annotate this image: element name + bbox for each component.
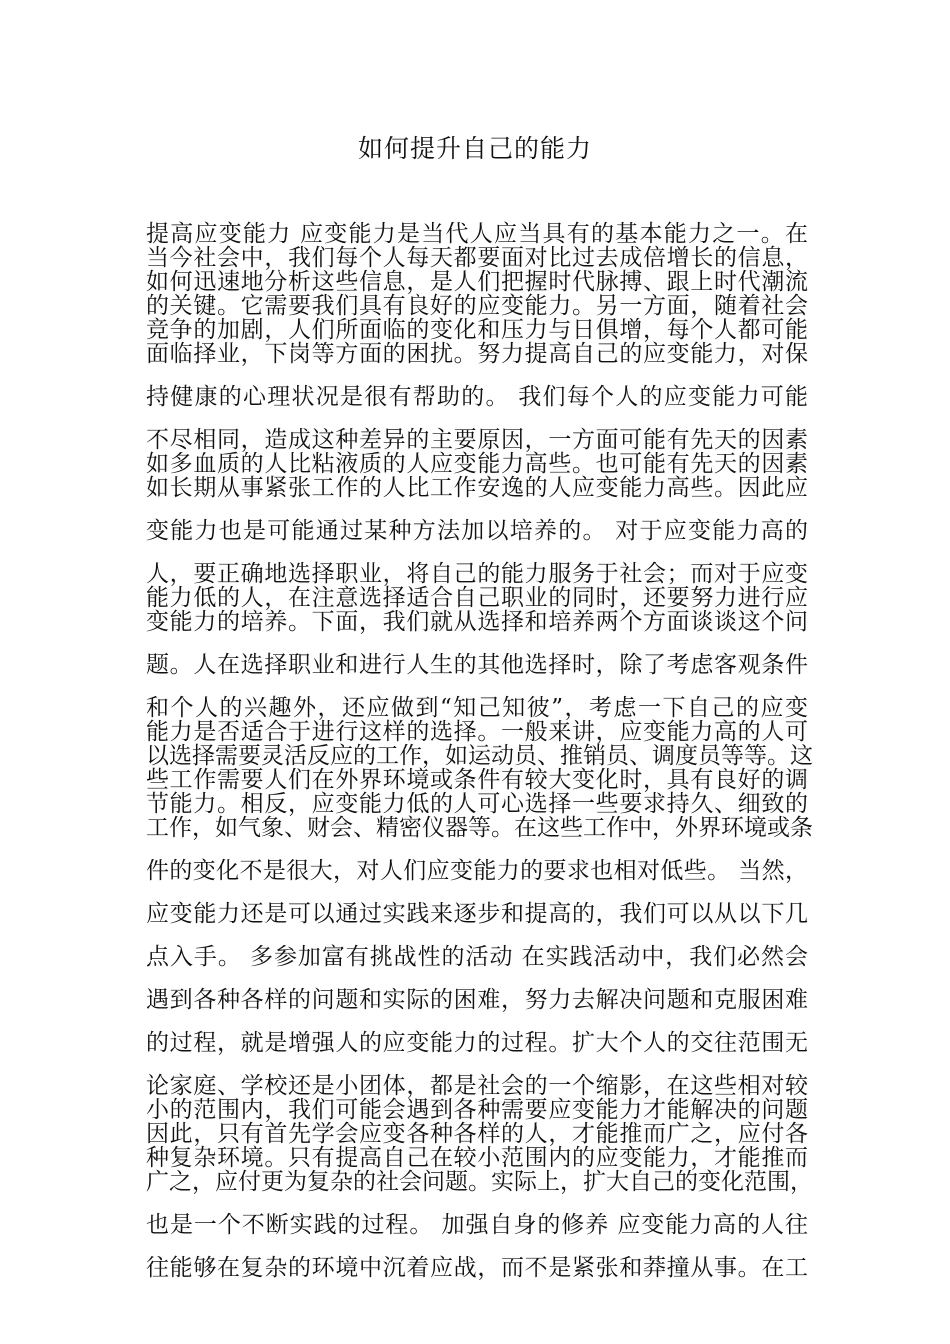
body-line: 不尽相同，造成这种差异的主要原因，一方面可能有先天的因素 — [146, 427, 808, 453]
body-line: 和个人的兴趣外，还应做到“知己知彼”，考虑一下自己的应变 — [146, 695, 808, 721]
body-line: 论家庭、学校还是小团体，都是社会的一个缩影，在这些相对较 — [146, 1073, 808, 1099]
body-line: 如多血质的人比粘液质的人应变能力高些。也可能有先天的因素 — [146, 451, 808, 477]
body-line: 也是一个不断实践的过程。 加强自身的修养 应变能力高的人往 — [146, 1212, 808, 1238]
body-line: 能力是否适合于进行这样的选择。一般来讲，应变能力高的人可 — [146, 719, 808, 745]
body-line: 的关键。它需要我们具有良好的应变能力。另一方面，随着社会 — [146, 293, 808, 319]
body-line: 因此，只有首先学会应变各种各样的人，才能推而广之，应付各 — [146, 1121, 808, 1147]
body-line: 人，要正确地选择职业，将自己的能力服务于社会；而对于应变 — [146, 561, 808, 587]
body-line: 点入手。 多参加富有挑战性的活动 在实践活动中，我们必然会 — [146, 944, 808, 970]
body-line: 的过程，就是增强人的应变能力的过程。扩大个人的交往范围无 — [146, 1030, 808, 1056]
body-line: 广之，应付更为复杂的社会问题。实际上，扩大自己的变化范围， — [146, 1169, 813, 1195]
body-line: 应变能力还是可以通过实践来逐步和提高的，我们可以从以下几 — [146, 901, 808, 927]
document-body — [146, 221, 813, 1281]
body-line: 变能力也是可能通过某种方法加以培养的。 对于应变能力高的 — [146, 518, 808, 544]
body-line: 件的变化不是很大，对人们应变能力的要求也相对低些。 当然， — [146, 858, 808, 884]
body-line: 持健康的心理状况是很有帮助的。 我们每个人的应变能力可能 — [146, 384, 808, 410]
body-line: 变能力的培养。下面，我们就从选择和培养两个方面谈谈这个问 — [146, 609, 808, 635]
body-line: 面临择业，下岗等方面的困扰。努力提高自己的应变能力，对保 — [146, 341, 808, 367]
body-line: 种复杂环境。只有提高自己在较小范围内的应变能力，才能推而 — [146, 1145, 808, 1171]
body-line: 当今社会中，我们每个人每天都要面对比过去成倍增长的信息， — [146, 245, 808, 271]
document-title: 如何提升自己的能力 — [357, 134, 592, 163]
body-line: 往能够在复杂的环境中沉着应战，而不是紧张和莽撞从事。在工 — [146, 1255, 808, 1281]
body-line: 遇到各种各样的问题和实际的困难，努力去解决问题和克服困难 — [146, 987, 808, 1013]
body-line: 些工作需要人们在外界环境或条件有较大变化时，具有良好的调 — [146, 767, 808, 793]
body-line: 题。人在选择职业和进行人生的其他选择时，除了考虑客观条件 — [146, 652, 808, 678]
body-line: 以选择需要灵活反应的工作，如运动员、推销员、调度员等等。这 — [146, 743, 813, 769]
body-line: 小的范围内，我们可能会遇到各种需要应变能力才能解决的问题 — [146, 1097, 808, 1123]
body-line: 节能力。相反，应变能力低的人可心选择一些要求持久、细致的 — [146, 791, 808, 817]
body-line: 能力低的人，在注意选择适合自己职业的同时，还要努力进行应 — [146, 585, 808, 611]
body-line: 工作，如气象、财会、精密仪器等。在这些工作中，外界环境或条 — [146, 815, 813, 841]
body-line: 如何迅速地分析这些信息，是人们把握时代脉搏、跟上时代潮流 — [146, 269, 808, 295]
body-line: 如长期从事紧张工作的人比工作安逸的人应变能力高些。因此应 — [146, 475, 808, 501]
body-line: 提高应变能力 应变能力是当代人应当具有的基本能力之一。在 — [146, 221, 808, 247]
body-line: 竞争的加剧，人们所面临的变化和压力与日俱增，每个人都可能 — [146, 317, 808, 343]
